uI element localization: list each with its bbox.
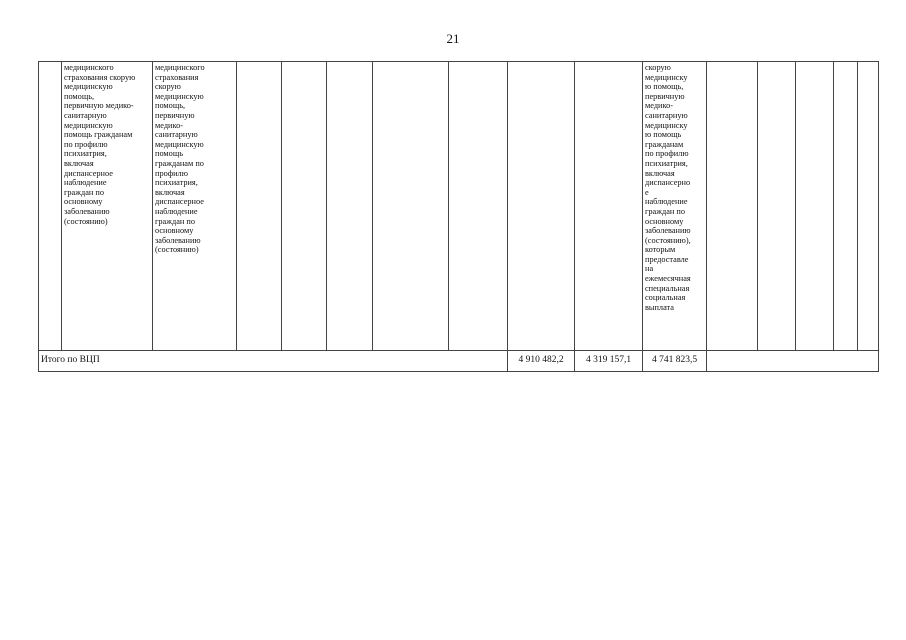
cell-text: медицинского страхования скорую медицинскую помощь, первичную медико- санитарную медицинскую помощь гражданам по профилю психиатрия, включая диспансерное наблюдение граждан по основному заболеванию (состоянию) — [64, 63, 136, 226]
total-value: 4 741 823,5 — [643, 351, 707, 372]
cell-text: медицинского страхования скорую медицинскую помощь, первичную медико- санитарную медицинскую помощь гражданам по профилю психиатрия, включая диспансерное наблюдение граждан по основному заболеванию (состоянию) — [155, 63, 205, 255]
table-cell — [327, 62, 373, 351]
table-cell — [237, 62, 282, 351]
table-cell — [575, 62, 643, 351]
table-cell — [707, 351, 879, 372]
table-cell — [39, 62, 62, 351]
table-cell — [643, 62, 707, 351]
table-cell — [153, 62, 237, 351]
table-cell — [62, 62, 153, 351]
table-row — [39, 62, 879, 351]
table-cell — [373, 62, 449, 351]
table-cell — [834, 62, 858, 351]
total-value: 4 910 482,2 — [508, 351, 575, 372]
table-cell — [858, 62, 879, 351]
table-cell — [758, 62, 796, 351]
table-cell — [707, 62, 758, 351]
table-cell — [282, 62, 327, 351]
cell-text: скорую медицинску ю помощь, первичную медико- санитарную медицинску ю помощь гражданам по профилю психиатрия, включая диспансерно е наблюдение граждан по основному заболеванию (состоянию), которым предоставле на ежемесячная специальная социальная выплата — [645, 63, 691, 312]
total-label: Итого по ВЦП — [39, 351, 508, 372]
total-value: 4 319 157,1 — [575, 351, 643, 372]
table-cell — [796, 62, 834, 351]
program-table — [38, 61, 879, 372]
table-cell — [449, 62, 508, 351]
total-row — [39, 351, 879, 372]
table-cell — [508, 62, 575, 351]
page-number: 21 — [446, 31, 460, 46]
